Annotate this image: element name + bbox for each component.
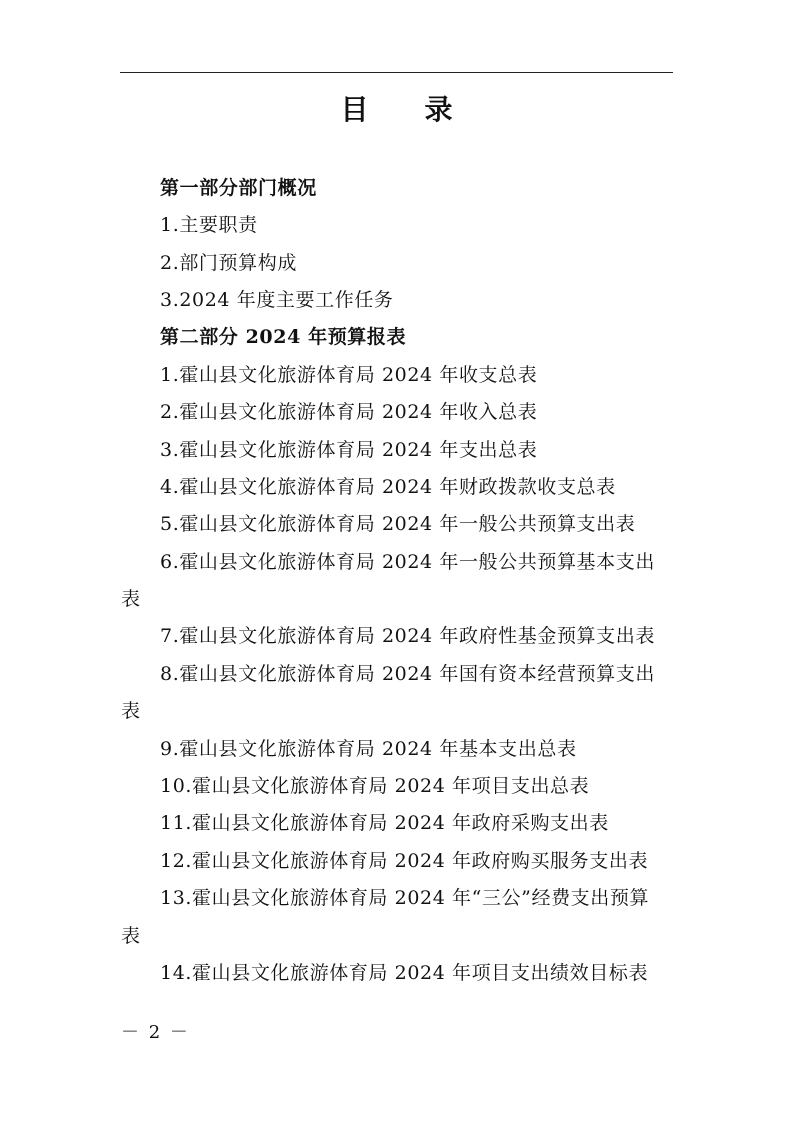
toc-part2-heading: 第二部分 2024 年预算报表 [160, 326, 407, 348]
toc-item: 1.霍山县文化旅游体育局 2024 年收支总表 [160, 364, 538, 386]
toc-item: 8.霍山县文化旅游体育局 2024 年国有资本经营预算支出 [160, 663, 655, 685]
toc-item: 10.霍山县文化旅游体育局 2024 年项目支出总表 [160, 775, 590, 797]
toc-item: 2.霍山县文化旅游体育局 2024 年收入总表 [160, 401, 538, 423]
toc-item: 4.霍山县文化旅游体育局 2024 年财政拨款收支总表 [160, 476, 616, 498]
toc-item-continuation: 表 [121, 588, 141, 610]
toc-item: 3.2024 年度主要工作任务 [160, 289, 394, 311]
title-char-1: 目 [340, 93, 369, 126]
toc-item: 11.霍山县文化旅游体育局 2024 年政府采购支出表 [160, 812, 609, 834]
toc-item: 3.霍山县文化旅游体育局 2024 年支出总表 [160, 439, 538, 461]
page-title [0, 88, 793, 128]
toc-item: 9.霍山县文化旅游体育局 2024 年基本支出总表 [160, 738, 577, 760]
toc-item: 13.霍山县文化旅游体育局 2024 年“三公”经费支出预算 [160, 887, 650, 909]
header-rule [120, 72, 673, 73]
toc-item: 12.霍山县文化旅游体育局 2024 年政府购买服务支出表 [160, 850, 649, 872]
toc-item-continuation: 表 [121, 925, 141, 947]
toc-item-continuation: 表 [121, 700, 141, 722]
title-char-2: 录 [424, 93, 453, 126]
toc-item: 2.部门预算构成 [160, 252, 297, 274]
toc-item: 7.霍山县文化旅游体育局 2024 年政府性基金预算支出表 [160, 625, 655, 647]
toc-item: 5.霍山县文化旅游体育局 2024 年一般公共预算支出表 [160, 513, 636, 535]
page-number: － 2 － [121, 1022, 190, 1043]
toc-item: 6.霍山县文化旅游体育局 2024 年一般公共预算基本支出 [160, 551, 655, 573]
toc-item: 14.霍山县文化旅游体育局 2024 年项目支出绩效目标表 [160, 962, 649, 984]
toc-item: 1.主要职责 [160, 214, 258, 236]
toc-part1-heading: 第一部分部门概况 [160, 177, 317, 199]
